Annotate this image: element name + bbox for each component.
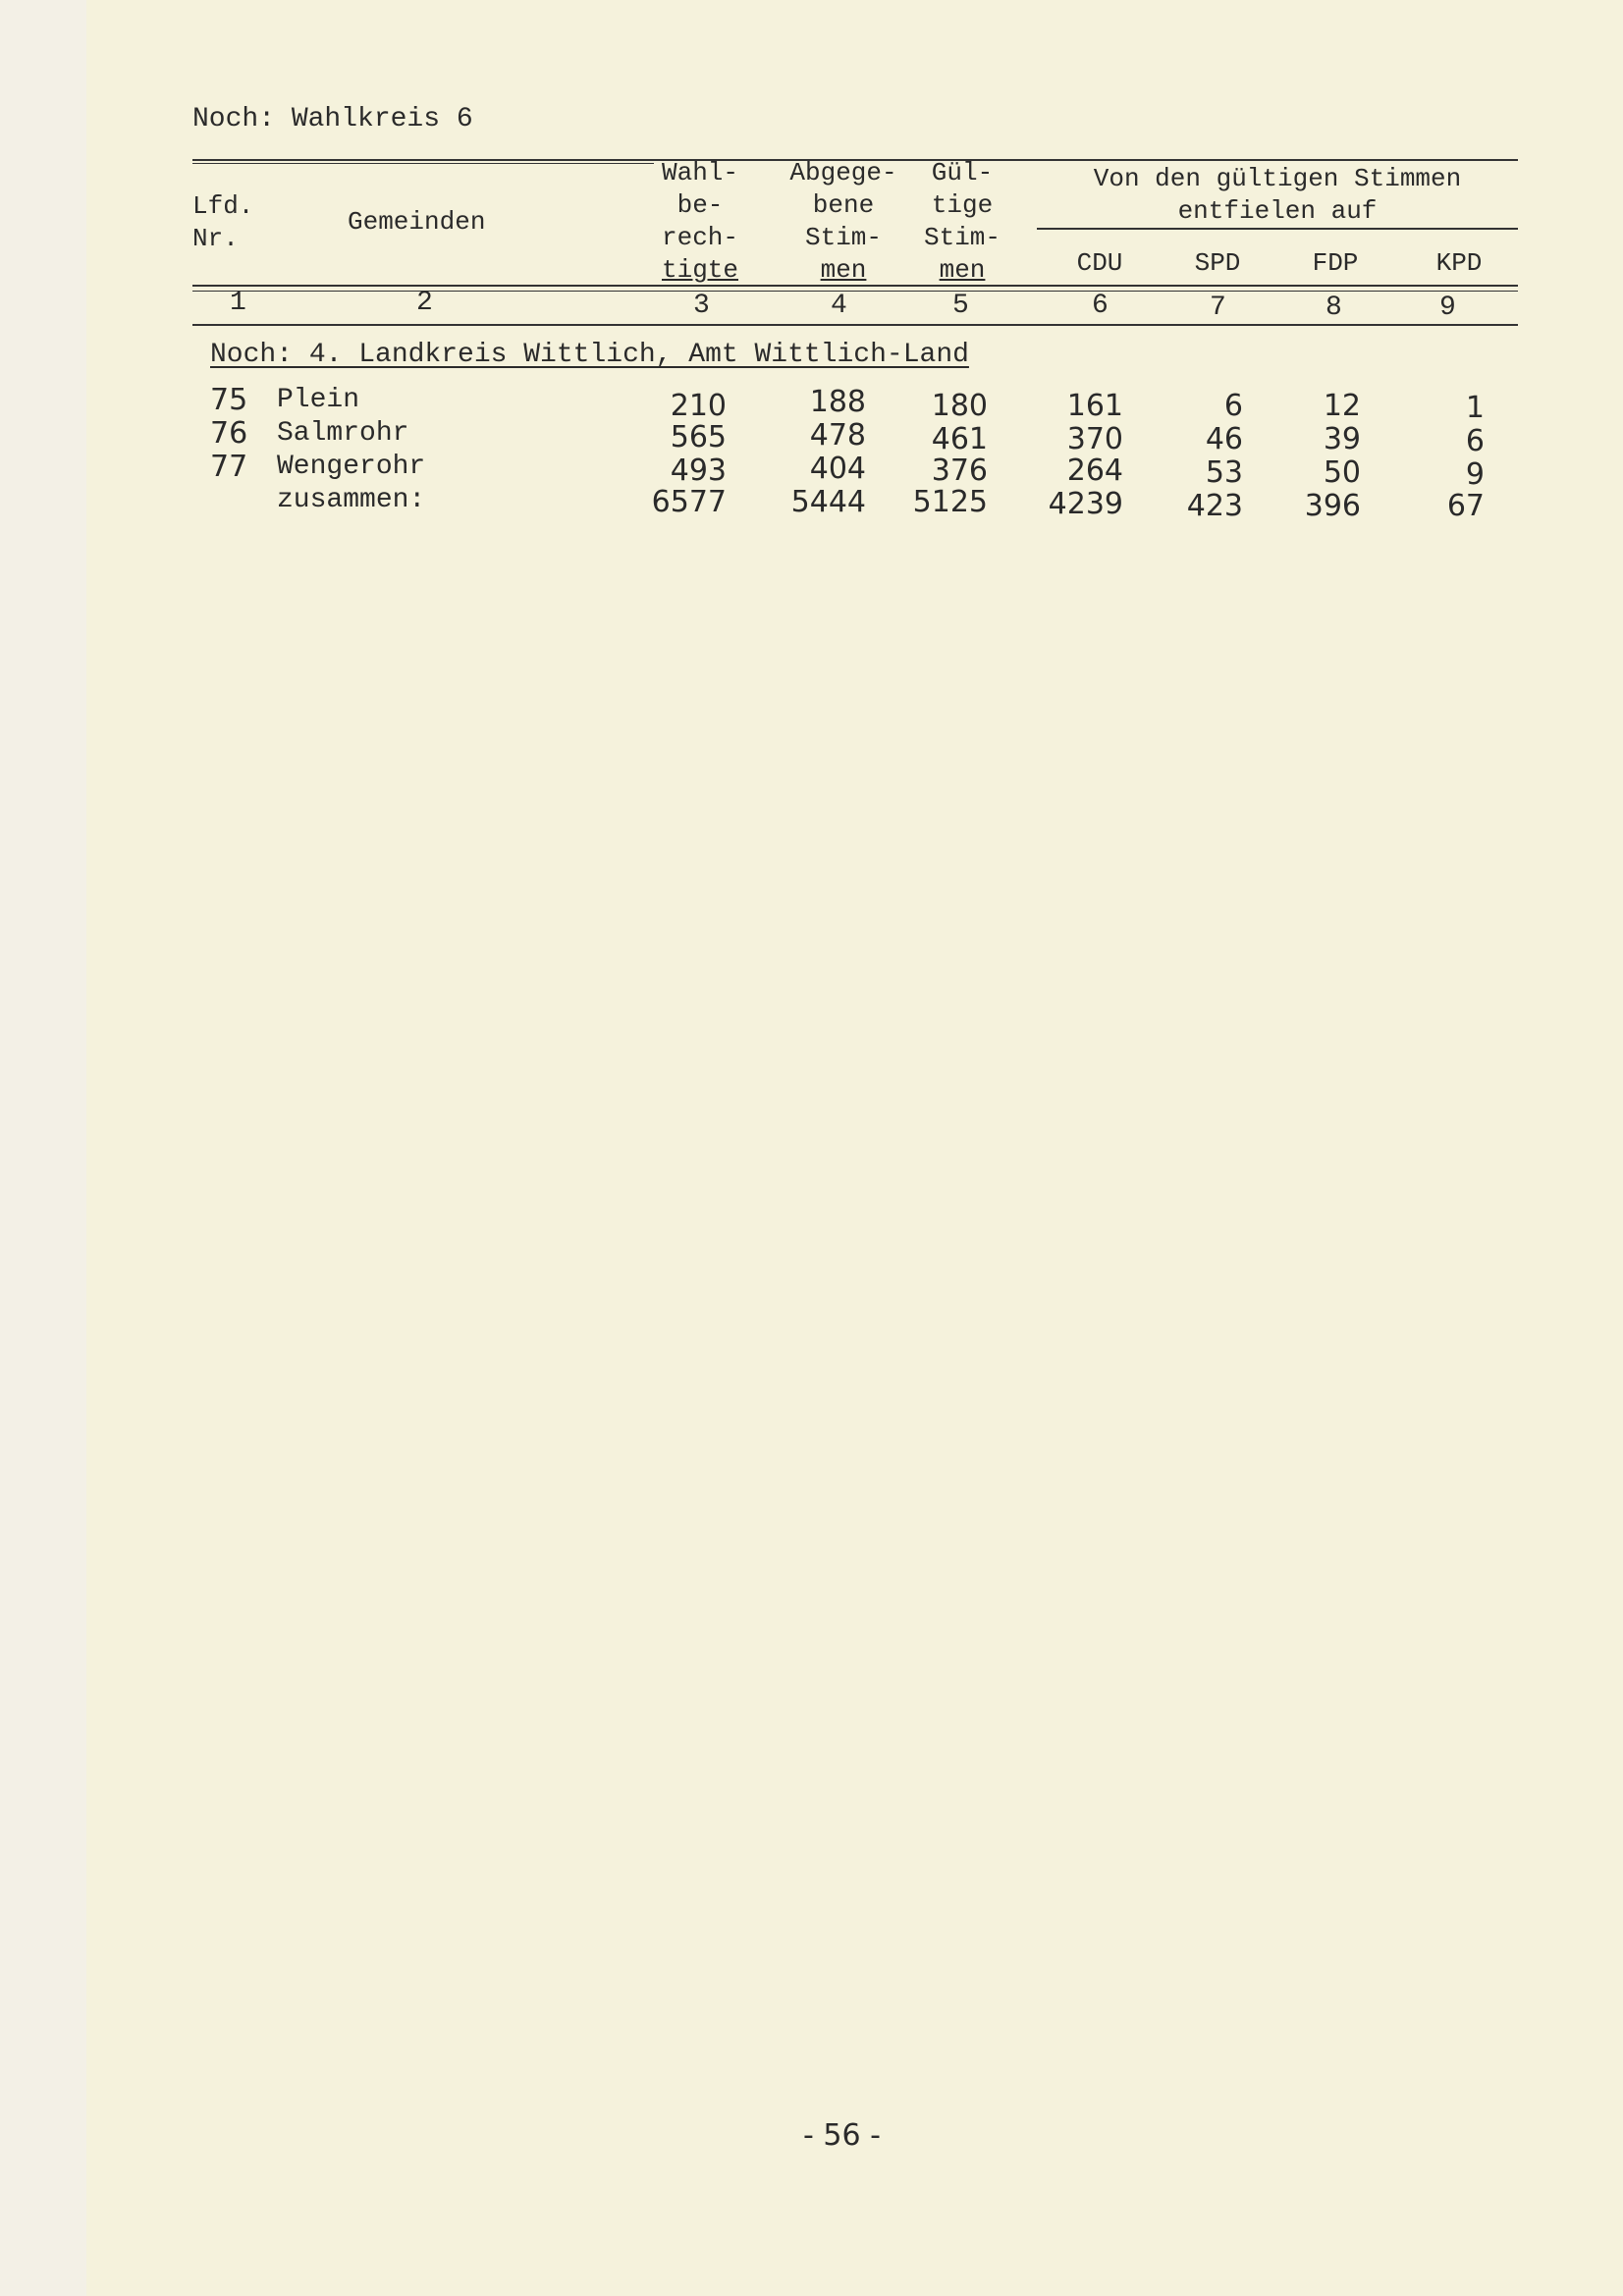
row-fdp: 396 xyxy=(1304,489,1361,523)
row-abgegebene: 478 xyxy=(809,418,866,453)
page-title: Noch: Wahlkreis 6 xyxy=(192,104,473,134)
header-wahlberechtigte: Wahl- be- rech- tigte xyxy=(661,158,738,285)
header-von-den-gueltigen: Von den gültigen Stimmen entfielen auf xyxy=(1093,164,1462,226)
header-gemeinden: Gemeinden xyxy=(348,207,486,237)
row-gemeinde: Salmrohr xyxy=(277,418,409,449)
row-gemeinde: Wengerohr xyxy=(277,452,426,482)
colnum-top-rule xyxy=(192,291,1518,292)
header-abgegebene: Abgege- bene Stim- men xyxy=(789,158,897,285)
colnum-6: 6 xyxy=(1092,291,1109,321)
row-gueltige: 376 xyxy=(931,454,988,488)
page-number: - 56 - xyxy=(803,2118,881,2153)
row-cdu: 264 xyxy=(1066,454,1123,488)
row-gemeinde: zusammen: xyxy=(277,485,426,515)
row-kpd: 9 xyxy=(1465,457,1485,492)
colnum-9: 9 xyxy=(1439,293,1456,323)
row-kpd: 67 xyxy=(1446,489,1485,523)
row-abgegebene: 5444 xyxy=(790,485,866,519)
row-lfd-nr: 77 xyxy=(210,450,248,484)
row-spd: 46 xyxy=(1205,422,1243,456)
colnum-4: 4 xyxy=(831,291,847,321)
row-kpd: 6 xyxy=(1465,424,1485,458)
row-fdp: 50 xyxy=(1323,455,1361,490)
header-party-cdu: CDU xyxy=(1076,248,1123,278)
row-spd: 423 xyxy=(1186,489,1243,523)
row-abgegebene: 188 xyxy=(809,385,866,419)
row-wahlberechtigte: 6577 xyxy=(651,485,727,519)
section-title: Noch: 4. Landkreis Wittlich, Amt Wittlich-Land xyxy=(210,340,969,370)
header-top-rule-second xyxy=(192,163,654,164)
header-party-fdp: FDP xyxy=(1312,248,1359,278)
colnum-2: 2 xyxy=(416,288,433,318)
row-gueltige: 461 xyxy=(931,422,988,456)
row-wahlberechtigte: 210 xyxy=(670,389,727,423)
row-cdu: 370 xyxy=(1066,422,1123,456)
row-wahlberechtigte: 493 xyxy=(670,454,727,488)
row-gemeinde: Plein xyxy=(277,385,360,415)
colnum-3: 3 xyxy=(693,291,710,321)
row-gueltige: 180 xyxy=(931,389,988,423)
row-kpd: 1 xyxy=(1465,391,1485,425)
colnum-1: 1 xyxy=(230,288,246,318)
row-lfd-nr: 76 xyxy=(210,416,248,451)
row-spd: 6 xyxy=(1223,389,1243,423)
colnum-7: 7 xyxy=(1210,293,1226,323)
colnum-bottom-rule xyxy=(192,324,1518,326)
header-gueltige: Gül- tige Stim- men xyxy=(923,158,1001,285)
row-fdp: 39 xyxy=(1323,422,1361,456)
party-group-rule xyxy=(1037,228,1518,230)
colnum-8: 8 xyxy=(1325,293,1342,323)
header-party-spd: SPD xyxy=(1194,248,1241,278)
row-fdp: 12 xyxy=(1323,389,1361,423)
row-gueltige: 5125 xyxy=(912,485,988,519)
row-spd: 53 xyxy=(1205,455,1243,490)
row-wahlberechtigte: 565 xyxy=(670,420,727,454)
row-lfd-nr: 75 xyxy=(210,383,248,417)
row-cdu: 161 xyxy=(1066,389,1123,423)
row-cdu: 4239 xyxy=(1048,487,1123,521)
header-lfd-nr: Lfd. Nr. xyxy=(192,191,254,253)
colnum-5: 5 xyxy=(952,291,969,321)
row-abgegebene: 404 xyxy=(809,452,866,486)
header-party-kpd: KPD xyxy=(1435,248,1483,278)
